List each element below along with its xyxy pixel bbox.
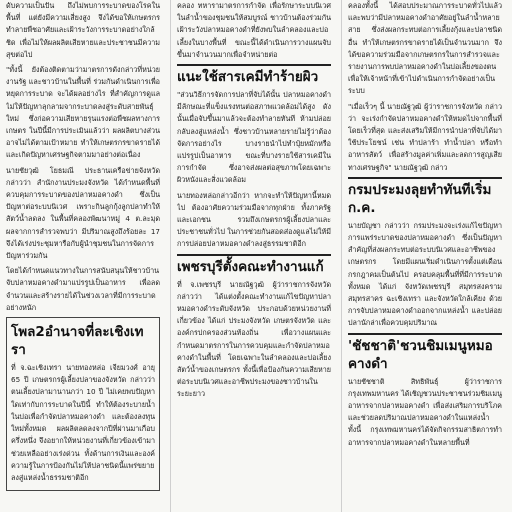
paragraph: คลองทั้งนี้ ได้สอบประมาณการระบาดทั่วไปแล้ว และพบว่ามีปลาหมอคางดำอาศัยอยู่ในลำน้ำหลายสาย ซึ่งส่งผลกระทบต่อการเลี้ยงกุ้งและปลาชนิดอื่น ทำให้เกษตรกรขาดรายได้เป็นจำนวนมาก จึงได้ขอความร่วมมือจากเกษตรกรในการสำรวจและรายงานการพบปลาหมอคางดำในบ่อเลี้ยงของตน เพื่อให้เจ้าหน้าที่เข้าไปดำเนินการกำจัดอย่างเป็นระบบ bbox=[348, 1, 502, 96]
boxed-section bbox=[6, 317, 160, 491]
heading-rule bbox=[348, 333, 502, 335]
paragraph: "ส่วนวิธีการจัดการปลาที่จับได้นั้น ปลาหมอคางดำมีลักษณะที่แข็งแรงทนต่อสภาพแวดล้อมได้สูง ดังนั้นเมื่อจับขึ้นมาแล้วจะต้องทำลายทันที ห้ามปล่อยกลับลงสู่แหล่งน้ำ ซึ่งชาวบ้านหลายรายไม่รู้ว่าต้องจัดการอย่างไร บางรายนำไปทำปุ๋ยหมักหรือแปรรูปเป็นอาหาร ขณะที่บางรายใช้สารเคมีในการกำจัด ซึ่งอาจส่งผลต่อสุขภาพโดยเฉพาะผิวหนังและสิ่งแวดล้อม bbox=[177, 90, 331, 185]
paragraph: "เมื่อเร็วๆ นี้ นายณัฐวุฒิ ผู้ว่าราชการจังหวัด กล่าวว่า จะเร่งกำจัดปลาหมอคางดำให้หมดไปจากพื้นที่โดยเร็วที่สุด และส่งเสริมให้มีการนำปลาที่จับได้มาใช้ประโยชน์ เช่น ทำปลาร้า ทำน้ำปลา หรือทำอาหารสัตว์ เพื่อสร้างมูลค่าเพิ่มและลดการสูญเสียทางเศรษฐกิจ" นายณัฐวุฒิ กล่าว bbox=[348, 101, 502, 172]
heading-rule bbox=[177, 254, 331, 256]
column-divider bbox=[170, 0, 171, 512]
paragraph: ที่ จ.ฉะเชิงเทรา นายทองหล่อ เจียมวงศ์ อายุ 65 ปี เกษตรกรผู้เลี้ยงปลาของจังหวัด กล่าวว่า ตนเลี้ยงปลามานานกว่า 10 ปี ไม่เคยพบปัญหาใดเท่ากับการระบาดในปีนี้ ทำให้ต้องระบายน้ำในบ่อเพื่อกำจัดปลาหมอคางดำ และต้องลงทุนใหม่ทั้งหมด ผลผลิตลดลงจากปีที่ผ่านมาเกือบครึ่งหนึ่ง จึงอยากให้หน่วยงานที่เกี่ยวข้องเข้ามาช่วยเหลืออย่างเร่งด่วน ทั้งด้านการเงินและองค์ความรู้ในการป้องกันไม่ให้ปลาชนิดนี้แพร่ขยายลงสู่แหล่งน้ำธรรมชาติอีก bbox=[11, 363, 155, 482]
paragraph: นายทองหล่อกล่าวอีกว่า หากจะทำให้ปัญหานี้หมดไป ต้องอาศัยความร่วมมือจากทุกฝ่าย ทั้งภาครัฐและเอกชน รวมถึงเกษตรกรผู้เลี้ยงปลาและประชาชนทั่วไป ในการช่วยกันสอดส่องดูแลไม่ให้มีการปล่อยปลาหมอคางดำลงสู่ธรรมชาติอีก bbox=[177, 190, 331, 249]
section-heading: กรมประมงลุยทำทันทีเริ่มก.ค. bbox=[348, 181, 492, 216]
heading-rule bbox=[177, 64, 331, 66]
section-heading: แนะใช้สารเคมีทำร้ายผิว bbox=[177, 69, 319, 86]
article-column-1 bbox=[6, 0, 160, 512]
article-column-2 bbox=[177, 0, 331, 512]
paragraph: นายชัยวุฒิ โยธมณี ประธานเครือข่ายจังหวัด กล่าวว่า สำนักงานประมงจังหวัด ได้กำหนดพื้นที่ควบคุมการระบาดของปลาหมอคางดำ ซึ่งเป็นปัญหาต่อระบบนิเวศ เพราะกินลูกกุ้งลูกปลาทำให้สัตว์น้ำลดลง ในพื้นที่คลองพัฒนาหมู่ 4 ต.ละมุด ผลจากการสำรวจพบว่า มีปริมาณสูงถึงร้อยละ 17 จึงได้เร่งประชุมหารือกับผู้นำชุมชนในการจัดการปัญหาร่วมกัน bbox=[6, 165, 160, 261]
heading-rule bbox=[348, 177, 502, 179]
paragraph: ที่ จ.เพชรบุรี นายณัฐวุฒิ ผู้ว่าราชการจังหวัด กล่าวว่า ได้แต่งตั้งคณะทำงานแก้ไขปัญหาปลาหมอคางดำระดับจังหวัด ประกอบด้วยหน่วยงานที่เกี่ยวข้อง ได้แก่ ประมงจังหวัด เกษตรจังหวัด และองค์กรปกครองส่วนท้องถิ่น เพื่อวางแผนและกำหนดมาตรการในการควบคุมและกำจัดปลาหมอคางดำในพื้นที่ โดยเฉพาะในลำคลองและบ่อเลี้ยงสัตว์น้ำของเกษตรกร ทั้งนี้เพื่อป้องกันความเสียหายต่อระบบนิเวศและอาชีพประมงของชาวบ้านในระยะยาว bbox=[177, 279, 331, 399]
paragraph: ดับความเป็นปัน ถึงไม่พบการระบาดของโรคในพื้นที่ แต่ยังมีความเสี่ยงสูง จึงได้ขอให้เกษตรกรทำลายพืชอาศัยและเฝ้าระวังการระบาดอย่างใกล้ชิด เพื่อไม่ให้ผลผลิตเสียหายและประชาชนมีความสุขต่อไป bbox=[6, 1, 160, 59]
paragraph: โดยได้กำหนดแนวทางในการสนับสนุนให้ชาวบ้านจับปลาหมอคางดำมาแปรรูปเป็นอาหาร เพื่อลดจำนวนและสร้างรายได้ในช่วงเวลาที่มีการระบาดอย่างหนัก bbox=[6, 266, 160, 312]
section-heading: 'ชัชชาติ'ชวนชิมเมนูหมอคางดำ bbox=[348, 337, 493, 372]
section-heading: โพล2อำนาจที่ละเชิงเทรา bbox=[11, 324, 144, 359]
paragraph: นายบัญชา กล่าวว่า กรมประมงจะเร่งแก้ไขปัญหาการแพร่ระบาดของปลาหมอคางดำ ซึ่งเป็นปัญหาสำคัญที่ส่งผลกระทบต่อระบบนิเวศและอาชีพของเกษตรกร โดยมีแผนเริ่มดำเนินการตั้งแต่เดือนกรกฎาคมเป็นต้นไป ครอบคลุมพื้นที่ที่มีการระบาดทั้งหมด ได้แก่ จังหวัดเพชรบุรี สมุทรสงคราม สมุทรสาคร ฉะเชิงเทรา และจังหวัดใกล้เคียง ด้วยการจับปลาหมอคางดำออกจากแหล่งน้ำ และปล่อยปลานักล่าเพื่อควบคุมปริมาณ bbox=[348, 220, 502, 328]
section-heading: เพชรบุรีตั้งคณะทำงานแก้ bbox=[177, 258, 324, 275]
paragraph: คลอง ทหารามาตรการกำจัด เพื่อรักษาระบบนิเวศในลำน้ำของชุมชนให้สมบูรณ์ ชาวบ้านต้องร่วมกันเฝ้าระวังปลาหมอคางดำที่ยังพบในลำคลองและบ่อเลี้ยงในบางพื้นที่ ขณะนี้ได้ดำเนินการวางแผนจับขึ้นมาจำนวนมากเพื่อจำหน่ายต่อ bbox=[177, 1, 331, 59]
column-divider bbox=[341, 0, 342, 512]
article-column-3 bbox=[348, 0, 502, 512]
paragraph: นายชัชชาติ สิทธิพันธุ์ ผู้ว่าราชการกรุงเทพมหานคร ได้เชิญชวนประชาชนร่วมชิมเมนูอาหารจากปลาหมอคางดำ เพื่อส่งเสริมการบริโภคและช่วยลดปริมาณปลาหมอคางดำในแหล่งน้ำ ทั้งนี้ กรุงเทพมหานครได้จัดกิจกรรมสาธิตการทำอาหารจากปลาหมอคางดำในหลายพื้นที่ bbox=[348, 376, 502, 447]
paragraph: "ทั้งนี้ ยังต้องติดตามว่ามาตรการดังกล่าวที่หน่วยงานรัฐ และชาวบ้านในพื้นที่ ร่วมกันดำเนินการเพื่อหยุดการระบาด จะได้ผลอย่างไร ที่สำคัญการดูแลไม่ให้ปัญหาลุกลามจากระบาดลงสู่ระดับสายพันธุ์ใหม่ ซึ่งก่อความเสียหายรุนแรงต่อพืชผลทางการเกษตร ในปีนี้มีการประเมินแล้วว่า ผลผลิตบางส่วนอาจไม่ได้ตามเป้าหมาย ทำให้เกษตรกรขาดรายได้และเกิดปัญหาเศรษฐกิจตามมาอย่างต่อเนื่อง bbox=[6, 65, 160, 160]
